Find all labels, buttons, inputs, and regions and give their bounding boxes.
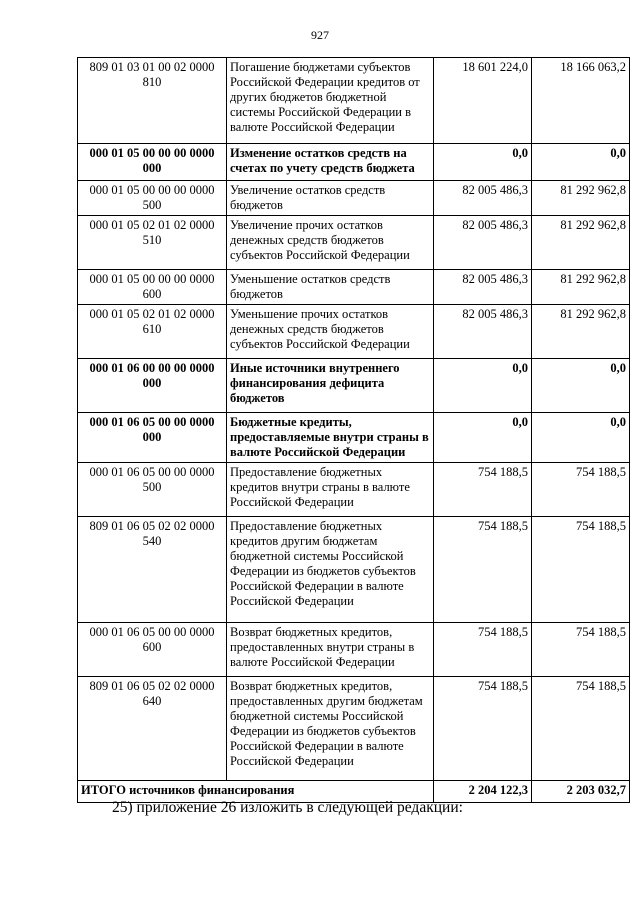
row-description: Иные источники внутреннего финансирования дефицита бюджетов [227,359,434,413]
row-value-1: 82 005 486,3 [434,216,532,270]
row-code: 000 01 05 00 00 00 0000 500 [78,181,227,216]
row-description: Предоставление бюджетных кредитов внутри страны в валюте Российской Федерации [227,463,434,517]
row-value-1: 18 601 224,0 [434,58,532,144]
row-value-2: 0,0 [532,144,630,181]
table-row [78,677,630,781]
row-value-1: 82 005 486,3 [434,305,532,359]
row-value-1: 754 188,5 [434,677,532,781]
table-row [78,359,630,413]
row-value-1: 82 005 486,3 [434,270,532,305]
table-row [78,144,630,181]
page-number: 927 [311,28,329,42]
table-row [78,58,630,144]
row-value-2: 0,0 [532,359,630,413]
row-code: 000 01 05 00 00 00 0000 000 [78,144,227,181]
row-value-2: 754 188,5 [532,517,630,623]
row-value-1: 0,0 [434,413,532,463]
row-code: 000 01 06 05 00 00 0000 000 [78,413,227,463]
row-value-2: 18 166 063,2 [532,58,630,144]
row-description: Возврат бюджетных кредитов, предоставленных другим бюджетам бюджетной системы Российской Федерации из бюджетов субъектов Российской Федерации в валюте Российской Федерации [227,677,434,781]
row-value-2: 81 292 962,8 [532,270,630,305]
row-description: Изменение остатков средств на счетах по учету средств бюджета [227,144,434,181]
row-code: 000 01 05 00 00 00 0000 600 [78,270,227,305]
row-code: 809 01 06 05 02 02 0000 540 [78,517,227,623]
row-value-1: 754 188,5 [434,463,532,517]
row-description: Предоставление бюджетных кредитов другим бюджетам бюджетной системы Российской Федерации из бюджетов субъектов Российской Федерации в валюте Российской Федерации [227,517,434,623]
row-value-2: 754 188,5 [532,677,630,781]
row-value-1: 0,0 [434,144,532,181]
row-description: Увеличение прочих остатков денежных средств бюджетов субъектов Российской Федерации [227,216,434,270]
table-row [78,181,630,216]
table-row [78,305,630,359]
row-description: Возврат бюджетных кредитов, предоставленных внутри страны в валюте Российской Федерации [227,623,434,677]
total-label: ИТОГО источников финансирования [78,781,434,803]
row-value-2: 754 188,5 [532,463,630,517]
sources-table [77,57,630,803]
row-code: 000 01 06 05 00 00 0000 500 [78,463,227,517]
table-row [78,517,630,623]
row-value-2: 81 292 962,8 [532,181,630,216]
row-value-2: 81 292 962,8 [532,216,630,270]
row-code: 000 01 05 02 01 02 0000 510 [78,216,227,270]
row-code: 000 01 05 02 01 02 0000 610 [78,305,227,359]
table-row [78,216,630,270]
row-value-2: 81 292 962,8 [532,305,630,359]
row-code: 809 01 06 05 02 02 0000 640 [78,677,227,781]
row-description: Уменьшение остатков средств бюджетов [227,270,434,305]
row-value-2: 0,0 [532,413,630,463]
row-description: Увеличение остатков средств бюджетов [227,181,434,216]
row-code: 000 01 06 05 00 00 0000 600 [78,623,227,677]
total-v2: 2 203 032,7 [532,781,630,803]
row-code: 000 01 06 00 00 00 0000 000 [78,359,227,413]
row-value-1: 754 188,5 [434,517,532,623]
row-value-1: 754 188,5 [434,623,532,677]
closing-instruction: 25) приложение 26 изложить в следующей редакции: [112,799,463,816]
total-v1: 2 204 122,3 [434,781,532,803]
row-value-1: 0,0 [434,359,532,413]
row-value-1: 82 005 486,3 [434,181,532,216]
sources-table-body [78,58,630,803]
row-description: Погашение бюджетами субъектов Российской Федерации кредитов от других бюджетов бюджетной системы Российской Федерации в валюте Российской Федерации [227,58,434,144]
table-row [78,623,630,677]
table-row [78,270,630,305]
row-description: Бюджетные кредиты, предоставляемые внутри страны в валюте Российской Федерации [227,413,434,463]
table-row [78,463,630,517]
row-value-2: 754 188,5 [532,623,630,677]
row-code: 809 01 03 01 00 02 0000 810 [78,58,227,144]
row-description: Уменьшение прочих остатков денежных средств бюджетов субъектов Российской Федерации [227,305,434,359]
table-row [78,413,630,463]
